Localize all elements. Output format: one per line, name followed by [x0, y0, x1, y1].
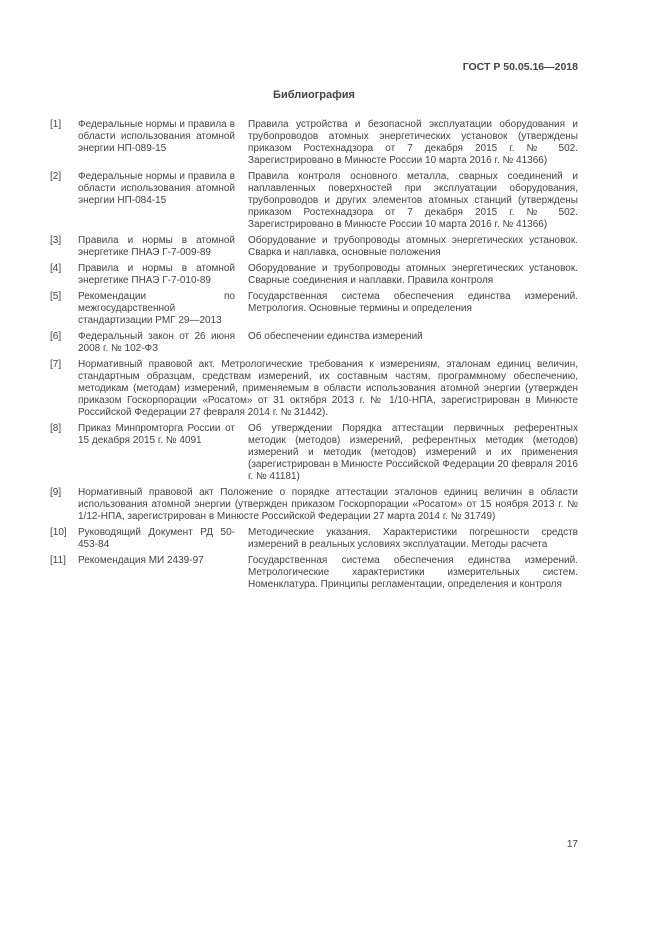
- entry-description: Оборудование и трубопроводы атомных энергетических установок. Сварка и наплавка, основные положения: [248, 235, 578, 258]
- entry-number: [4]: [50, 263, 62, 274]
- entry-reference: Приказ Минпромторга России от 15 декабря 2015 г. № 4091: [78, 423, 235, 446]
- bibliography-entry: [50, 291, 578, 327]
- entry-reference: Рекомендации по межгосударственной стандартизации РМГ 29—2013: [78, 291, 235, 326]
- bibliography-entry: [50, 235, 578, 259]
- entry-number: [11]: [50, 555, 66, 566]
- entry-description: Государственная система обеспечения единства измерений. Метрология. Основные термины и определения: [248, 291, 578, 314]
- entry-description: Оборудование и трубопроводы атомных энергетических установок. Сварные соединения и наплавки. Правила контроля: [248, 263, 578, 286]
- bibliography-list: [50, 119, 578, 595]
- entry-number: [3]: [50, 235, 62, 246]
- entry-reference: Федеральный закон от 26 июня 2008 г. № 102-ФЗ: [78, 331, 235, 354]
- entry-number: [10]: [50, 527, 67, 538]
- entry-number: [5]: [50, 291, 62, 302]
- entry-reference: Федеральные нормы и правила в области использования атомной энергии НП-084-15: [78, 171, 235, 206]
- entry-description: Нормативный правовой акт. Метрологические требования к измерениям, эталонам единиц величин, стандартным образцам, средствам измерений, их составным частям, программному обеспечению, методикам (методам) измерений, применяемым в области использования атомной энергии (утвержден приказом Госкорпорации «Росатом» от 31 октября 2013 г. № 1/10-НПА, зарегистрирован в Минюсте Российской Федерации 27 февраля 2014 г. № 31442).: [78, 359, 578, 418]
- document-code: ГОСТ Р 50.05.16—2018: [462, 61, 578, 73]
- entry-reference: Правила и нормы в атомной энергетике ПНАЭ Г-7-010-89: [78, 263, 235, 286]
- bibliography-entry: [50, 119, 578, 167]
- entry-description: Об утверждении Порядка аттестации первичных референтных методик (методов) измерений, референтных методик (методов) измерений и методик (методов) измерений и их применения (зарегистрирован в Минюсте Российской Федерации 20 февраля 2016 г. № 41181): [248, 423, 578, 482]
- entry-number: [1]: [50, 119, 62, 130]
- page-title: Библиография: [273, 89, 355, 101]
- bibliography-entry: [50, 527, 578, 551]
- entry-number: [9]: [50, 487, 62, 498]
- entry-number: [6]: [50, 331, 62, 342]
- entry-description: Правила контроля основного металла, сварных соединений и наплавленных поверхностей при эксплуатации оборудования, трубопроводов и других элементов атомных станций (утверждены приказом Ростехнадзора от 7 декабря 2015 г. № 502. Зарегистрировано в Минюсте России 10 марта 2016 г. № 41366): [248, 171, 578, 230]
- entry-description: Государственная система обеспечения единства измерений. Метрологические характеристики измерительных систем. Номенклатура. Принципы регламентации, определения и контроля: [248, 555, 578, 590]
- entry-description: Методические указания. Характеристики погрешности средств измерений в реальных условиях эксплуатации. Методы расчета: [248, 527, 578, 550]
- entry-reference: Рекомендация МИ 2439-97: [78, 555, 204, 566]
- entry-description: Об обеспечении единства измерений: [248, 331, 423, 342]
- page-number: 17: [566, 839, 578, 850]
- entry-reference: Правила и нормы в атомной энергетике ПНАЭ Г-7-009-89: [78, 235, 235, 258]
- entry-number: [7]: [50, 359, 62, 370]
- bibliography-entry: [50, 359, 578, 419]
- entry-reference: Федеральные нормы и правила в области использования атомной энергии НП-089-15: [78, 119, 235, 154]
- entry-description: Нормативный правовой акт Положение о порядке аттестации эталонов единиц величин в области использования атомной энергии (утвержден приказом Госкорпорации «Росатом» от 15 ноября 2013 г. № 1/12-НПА, зарегистрирован в Минюсте Российской Федерации 27 марта 2014 г. № 31749): [78, 487, 578, 522]
- entry-number: [8]: [50, 423, 62, 434]
- bibliography-entry: [50, 487, 578, 523]
- bibliography-entry: [50, 171, 578, 231]
- bibliography-entry: [50, 555, 578, 591]
- entry-number: [2]: [50, 171, 62, 182]
- entry-description: Правила устройства и безопасной эксплуатации оборудования и трубопроводов атомных энергетических установок (утверждены приказом Ростехнадзора от 7 декабря 2015 г. № 502. Зарегистрировано в Минюсте России 10 марта 2016 г. № 41366): [248, 119, 578, 166]
- entry-reference: Руководящий Документ РД 50-453-84: [78, 527, 235, 550]
- bibliography-entry: [50, 331, 578, 355]
- bibliography-entry: [50, 263, 578, 287]
- bibliography-entry: [50, 423, 578, 483]
